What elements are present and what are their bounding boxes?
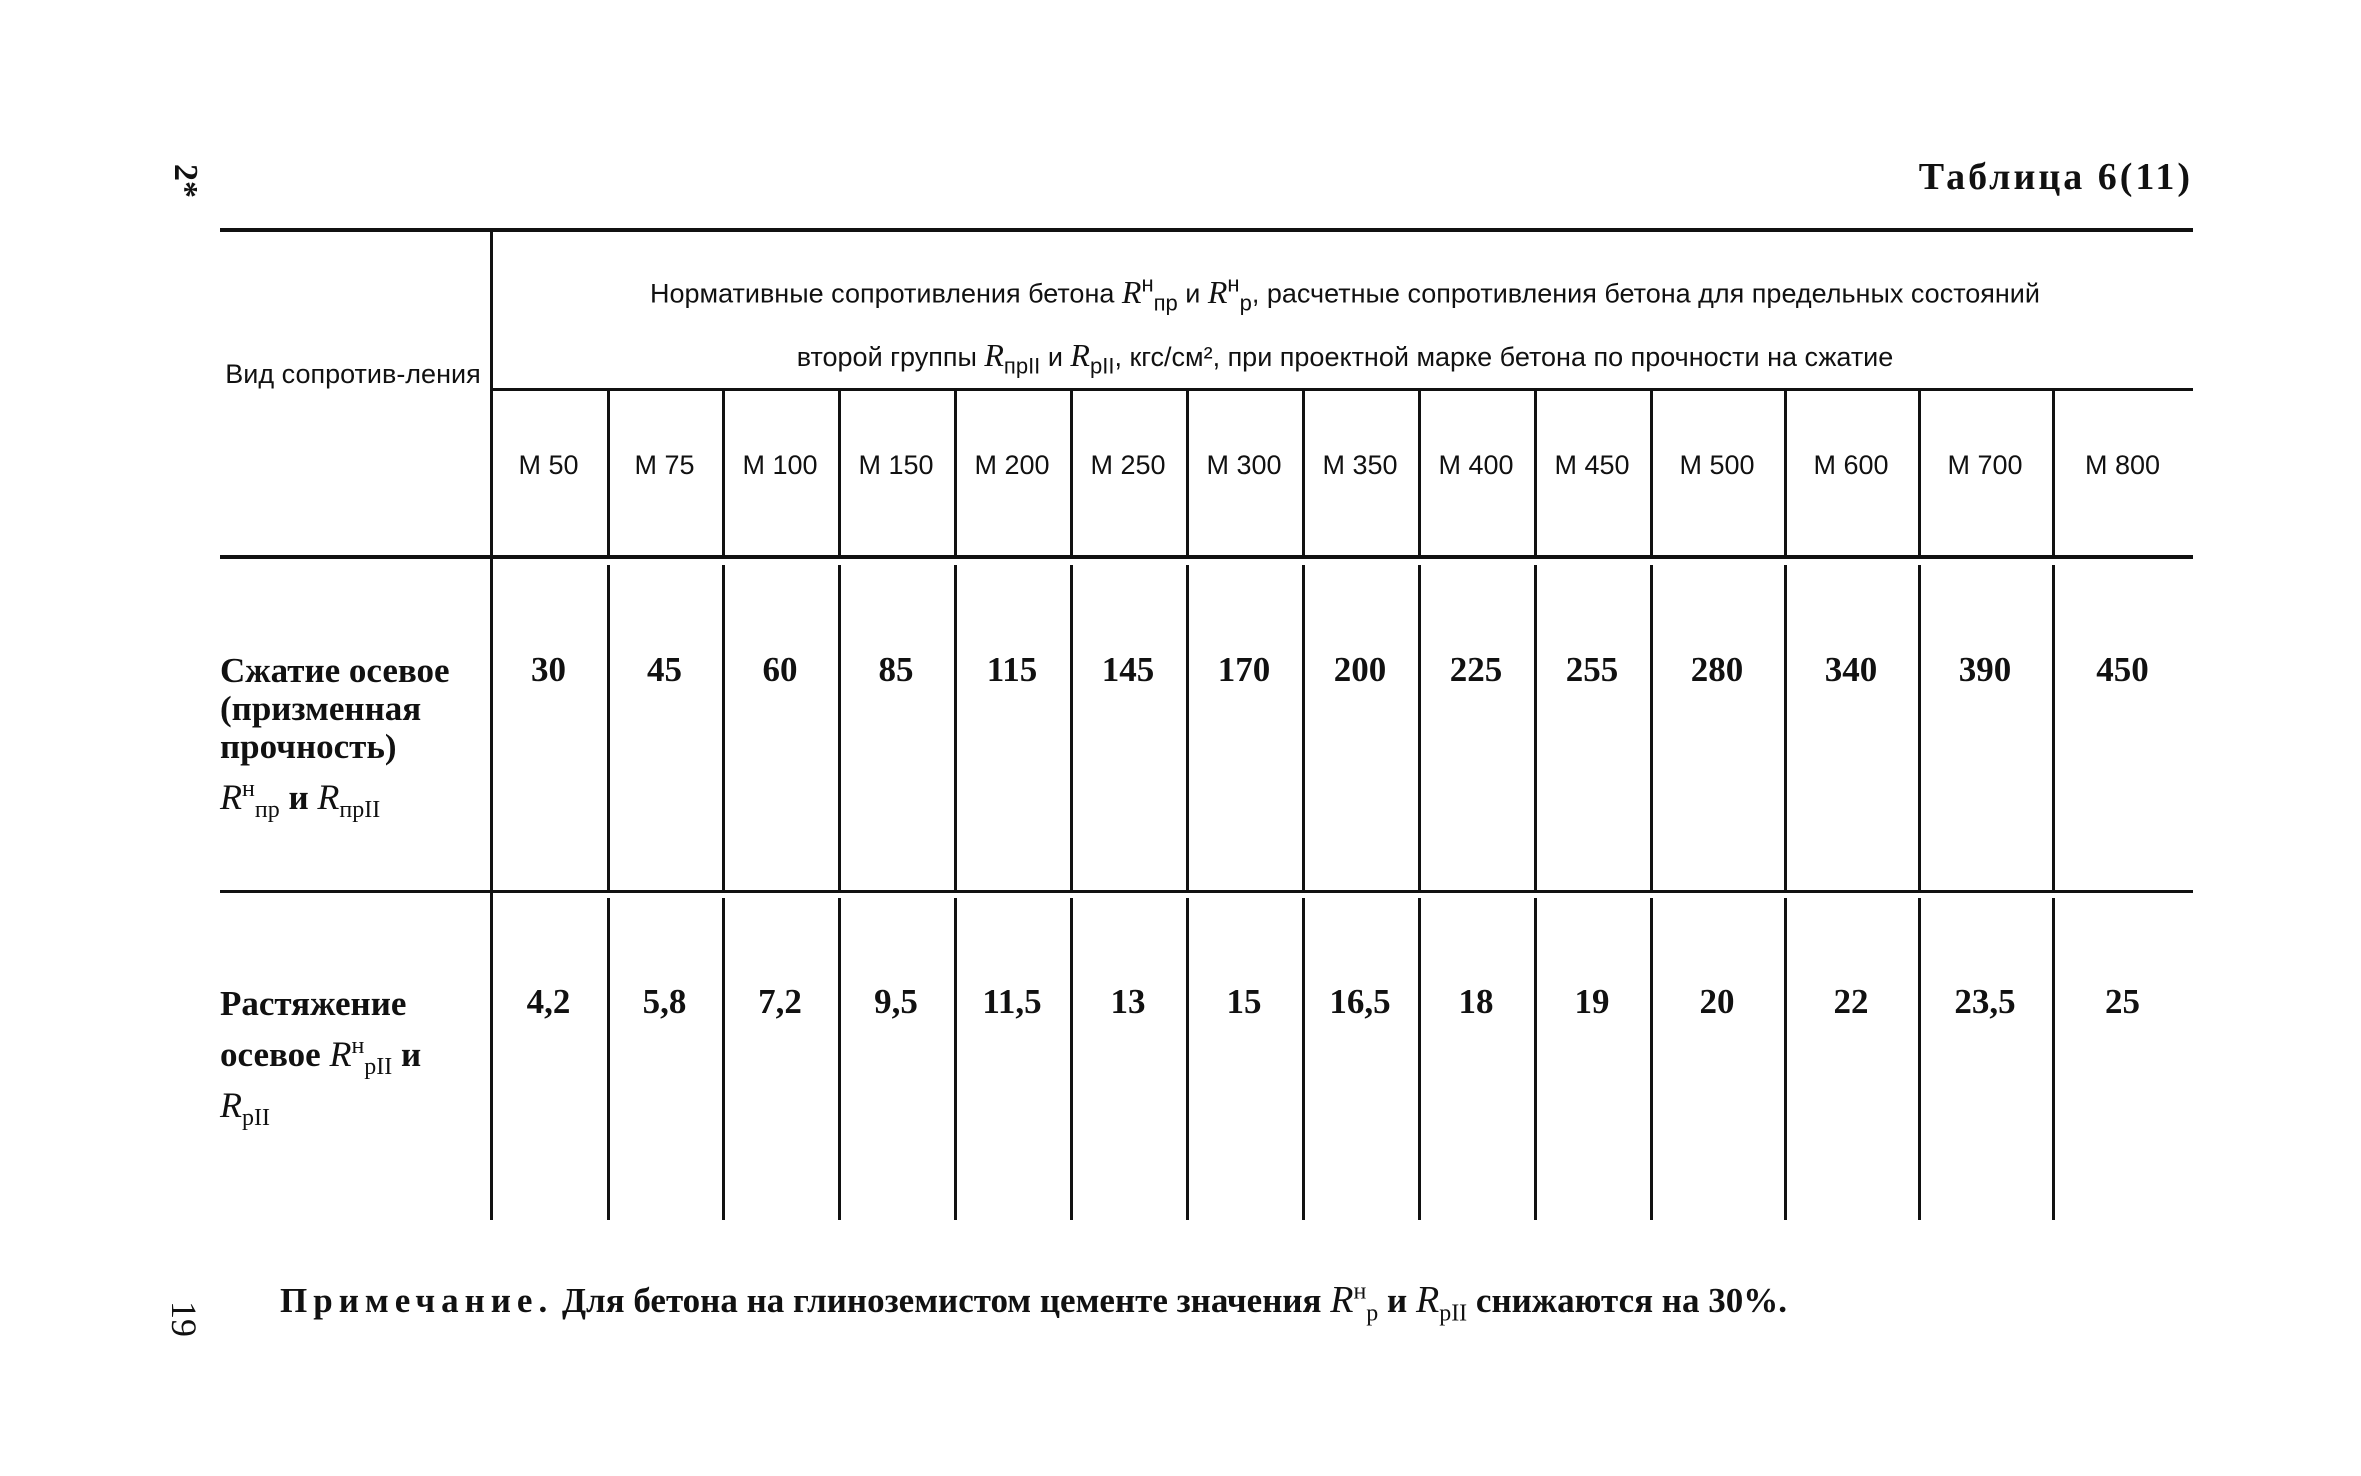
note-heading: Примечание.	[280, 1281, 554, 1320]
column-rule	[1650, 898, 1653, 1220]
column-rule	[1302, 898, 1305, 1220]
column-rule	[954, 565, 957, 890]
table-cell: 16,5	[1329, 982, 1391, 1021]
grade-header-cell: М 250	[1090, 450, 1166, 480]
sub: прII	[339, 797, 381, 824]
table-title: Таблица 6(11)	[1918, 156, 2193, 198]
r-symbol	[220, 776, 280, 824]
table-cell: 30	[531, 650, 566, 689]
column-rule	[838, 565, 841, 890]
note-symbol-r2	[1415, 1279, 1468, 1327]
row-label-tension	[220, 985, 421, 1137]
sub-pr: пр	[1153, 290, 1178, 316]
label-line: Растяжение	[220, 984, 407, 1023]
table-cell: 15	[1226, 982, 1262, 1021]
label-line-with-symbol	[220, 1027, 421, 1086]
table-cell: 170	[1217, 650, 1271, 689]
r-symbol	[317, 777, 381, 824]
row-header-label: Вид сопротив-ления	[225, 359, 481, 389]
label-line: (призменная	[220, 689, 422, 728]
column-rule	[1534, 565, 1537, 890]
page-mark-top: 2*	[167, 164, 204, 198]
page-number: 19	[164, 1301, 204, 1337]
label-symbols	[220, 770, 450, 829]
grade-header-cell: М 350	[1322, 450, 1398, 480]
column-rule	[1784, 565, 1787, 890]
table-cell: 9,5	[874, 982, 918, 1021]
table-cell: 22	[1833, 982, 1869, 1021]
label-line: осевое	[220, 1035, 321, 1074]
label-and: и	[401, 1035, 422, 1074]
table-cell: 280	[1690, 650, 1744, 689]
sup: н	[351, 1033, 365, 1059]
r-letter: R	[1415, 1279, 1440, 1321]
caption-part1: Нормативные сопротивления бетона	[650, 278, 1115, 309]
caption-and-1: и	[1185, 278, 1201, 309]
grade-header-cell: М 700	[1947, 450, 2023, 480]
column-rule	[1418, 565, 1421, 890]
r-letter: R	[1330, 1279, 1354, 1321]
column-rule	[2052, 565, 2055, 890]
r-letter: R	[984, 337, 1004, 374]
table-cell: 255	[1565, 650, 1619, 689]
table-cell: 390	[1958, 650, 2012, 689]
table-cell: 7,2	[758, 982, 802, 1021]
column-rule	[1534, 898, 1537, 1220]
grade-header-cell: М 300	[1206, 450, 1282, 480]
grade-header-cell: М 100	[742, 450, 818, 480]
table-cell: 340	[1824, 650, 1878, 689]
r-letter: R	[1070, 337, 1090, 374]
r-letter: R	[329, 1034, 352, 1074]
caption-part3: второй группы	[796, 342, 977, 373]
column-rule	[607, 898, 610, 1220]
sub: pII	[364, 1054, 393, 1081]
sub-p: р	[1239, 290, 1252, 316]
table-cell: 45	[647, 650, 682, 689]
sub-pII: pII	[1439, 1300, 1468, 1327]
label-line: Сжатие осевое	[220, 651, 450, 690]
note-text-2: снижаются на 30%.	[1475, 1281, 1787, 1320]
sup-n: н	[1141, 271, 1154, 296]
sup: н	[242, 776, 255, 802]
grade-header-cell: М 400	[1438, 450, 1514, 480]
table-caption	[500, 258, 2190, 392]
table-cell: 200	[1333, 650, 1387, 689]
r-letter: R	[220, 777, 242, 817]
caption-symbol-r2	[1207, 271, 1252, 316]
header-bottom-rule	[220, 555, 2193, 559]
r-letter: R	[317, 777, 340, 817]
grade-header-cell: М 50	[518, 450, 579, 480]
sub: pII	[242, 1105, 270, 1132]
column-rule	[1918, 565, 1921, 890]
grade-header-cell: М 800	[2084, 450, 2161, 480]
column-rule	[1784, 898, 1787, 1220]
column-rule	[1418, 898, 1421, 1220]
table-cell: 225	[1449, 650, 1503, 689]
r-letter: R	[1121, 273, 1142, 310]
table-cell: 20	[1699, 982, 1735, 1021]
caption-symbol-r4	[1070, 337, 1115, 379]
r-letter: R	[220, 1085, 242, 1126]
label-line: прочность)	[220, 727, 397, 766]
caption-and-2: и	[1047, 342, 1063, 373]
table-cell: 13	[1110, 982, 1146, 1021]
column-rule	[1302, 565, 1305, 890]
note-symbol-r1	[1330, 1278, 1379, 1327]
row-label-compression	[220, 652, 450, 829]
grade-header-cell: М 500	[1679, 450, 1755, 480]
table-top-rule	[220, 228, 2193, 232]
table-cell: 25	[2105, 982, 2140, 1021]
table-cell: 18	[1458, 982, 1494, 1021]
column-rule	[722, 898, 725, 1220]
column-rule	[722, 565, 725, 890]
table-cell: 60	[762, 650, 798, 689]
label-symbols	[220, 1086, 421, 1137]
table-cell: 115	[986, 650, 1038, 689]
grade-header-cell: М 150	[858, 450, 934, 480]
table-cell: 5,8	[642, 982, 687, 1021]
grade-header-cell: М 200	[974, 450, 1050, 480]
caption-symbol-r1	[1121, 271, 1178, 316]
grade-header-cell: М 600	[1813, 450, 1889, 480]
note-text-1: Для бетона на глиноземистом цементе значения	[561, 1281, 1322, 1320]
column-rule	[1650, 565, 1653, 890]
column-rule	[838, 898, 841, 1220]
r-letter: R	[1207, 273, 1228, 310]
column-rule	[1918, 898, 1921, 1220]
table-cell: 450	[2096, 650, 2149, 689]
grade-header-cell: М 75	[634, 450, 695, 480]
sub: пр	[254, 797, 280, 824]
table-cell: 4,2	[526, 982, 571, 1021]
column-rule	[607, 565, 610, 890]
table-cell: 11,5	[982, 982, 1042, 1021]
sub-prII: прII	[1003, 353, 1041, 379]
caption-part4: , кгс/см², при проектной марке бетона по прочности на сжатие	[1114, 342, 1894, 373]
column-rule	[1186, 565, 1189, 890]
column-rule	[954, 898, 957, 1220]
table-cell: 145	[1101, 650, 1155, 689]
column-rule	[1070, 565, 1073, 890]
grade-header-cell: М 450	[1554, 450, 1630, 480]
sup-n: н	[1227, 271, 1240, 296]
column-rule	[1070, 898, 1073, 1220]
column-rule	[490, 232, 493, 1220]
sub-p: р	[1366, 1300, 1379, 1327]
column-rule	[1186, 898, 1189, 1220]
table-cell: 23,5	[1954, 982, 2016, 1021]
row-divider-rule	[220, 890, 2193, 893]
caption-part2: , расчетные сопротивления бетона для предельных состояний	[1251, 278, 2040, 309]
sup-n: н	[1353, 1278, 1367, 1305]
caption-symbol-r3	[984, 337, 1041, 379]
label-and: и	[288, 778, 309, 817]
table-cell: 19	[1574, 982, 1610, 1021]
column-rule	[2052, 898, 2055, 1220]
table-cell: 85	[878, 650, 914, 689]
note-and: и	[1387, 1281, 1408, 1320]
r-symbol	[329, 1033, 393, 1081]
sub-pII: pII	[1089, 353, 1115, 379]
table-note	[280, 1278, 1787, 1328]
r-symbol	[220, 1085, 270, 1132]
